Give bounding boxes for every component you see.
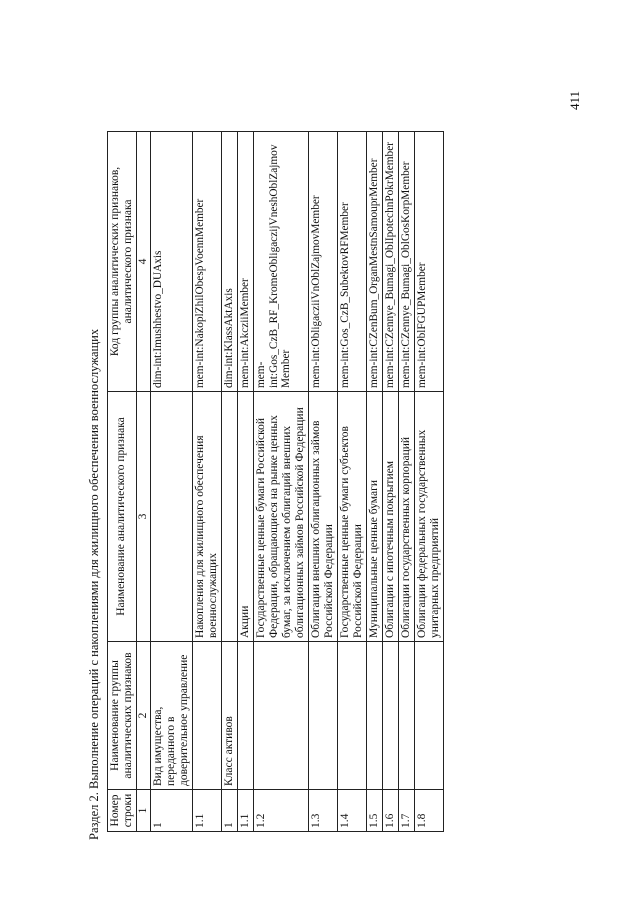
table-row bbox=[414, 132, 443, 832]
header-row-number: Номер строки bbox=[108, 790, 137, 832]
column-number: 1 bbox=[136, 790, 150, 832]
feature-name-cell: Облигации внешних облигационных займов Российской Федерации bbox=[308, 392, 337, 642]
code-cell: mem-int:OblFGUPMember bbox=[414, 132, 443, 392]
group-name-cell bbox=[308, 642, 337, 790]
row-number: 1.5 bbox=[366, 790, 382, 832]
code-cell: mem-int:CZennye_Bumagi_OblIpotechnPokrMember bbox=[382, 132, 398, 392]
feature-name-cell: Облигации федеральных государственных унитарных предприятий bbox=[414, 392, 443, 642]
row-number: 1.1 bbox=[237, 790, 253, 832]
table-row bbox=[237, 132, 253, 832]
feature-name-cell: Облигации государственных корпораций bbox=[398, 392, 414, 642]
feature-name-cell: Накопления для жилищного обеспечения военнослужащих bbox=[192, 392, 221, 642]
header-code: Код группы аналитических признаков, аналитического признака bbox=[108, 132, 137, 392]
feature-name-cell: Акции bbox=[237, 392, 253, 642]
code-cell: dim-int:KlassAktAxis bbox=[221, 132, 237, 392]
feature-name-cell: Муниципальные ценные бумаги bbox=[366, 392, 382, 642]
group-name-cell bbox=[192, 642, 221, 790]
group-name-cell bbox=[237, 642, 253, 790]
table-row bbox=[308, 132, 337, 832]
group-name-cell bbox=[382, 642, 398, 790]
group-name-cell: Вид имущества, переданного в доверительное управление bbox=[150, 642, 192, 790]
group-name-cell bbox=[366, 642, 382, 790]
code-cell: mem-int:NakoplZhilObespVoennMember bbox=[192, 132, 221, 392]
row-number: 1.3 bbox=[308, 790, 337, 832]
feature-name-cell: Государственные ценные бумаги субъектов Российской Федерации bbox=[337, 392, 366, 642]
code-cell: mem-int:AkcziiMember bbox=[237, 132, 253, 392]
column-number: 2 bbox=[136, 642, 150, 790]
header-group-name: Наименование группы аналитических признаков bbox=[108, 642, 137, 790]
row-number: 1.4 bbox=[337, 790, 366, 832]
column-number: 3 bbox=[136, 392, 150, 642]
section-title: Раздел 2. Выполнение операций с накоплениями для жилищного обеспечения военнослужащих bbox=[87, 328, 101, 840]
group-name-cell bbox=[398, 642, 414, 790]
table-row bbox=[366, 132, 382, 832]
group-name-cell bbox=[337, 642, 366, 790]
group-name-cell: Класс активов bbox=[221, 642, 237, 790]
table-header-row bbox=[108, 132, 137, 832]
feature-name-cell: Государственные ценные бумаги Российской Федерации, обращающиеся на рынке ценных бумаг, за исключением облигаций внешних облигационных займов Российской Федерации bbox=[253, 392, 308, 642]
table-row bbox=[221, 132, 237, 832]
table-row bbox=[192, 132, 221, 832]
group-name-cell bbox=[253, 642, 308, 790]
feature-name-cell bbox=[150, 392, 192, 642]
code-cell: mem-int:ObligacziiVnOblZajmovMember bbox=[308, 132, 337, 392]
row-number: 1.2 bbox=[253, 790, 308, 832]
code-cell: dim-int:Imushhestvo_DUAxis bbox=[150, 132, 192, 392]
row-number: 1 bbox=[221, 790, 237, 832]
column-numbers-row bbox=[136, 132, 150, 832]
row-number: 1.6 bbox=[382, 790, 398, 832]
code-cell: mem-int:CZenBum_OrganMestnSamouprMember bbox=[366, 132, 382, 392]
analytic-features-table bbox=[107, 131, 444, 832]
feature-name-cell bbox=[221, 392, 237, 642]
table-row bbox=[253, 132, 308, 832]
column-number: 4 bbox=[136, 132, 150, 392]
row-number: 1.7 bbox=[398, 790, 414, 832]
table-row bbox=[150, 132, 192, 832]
row-number: 1.8 bbox=[414, 790, 443, 832]
row-number: 1.1 bbox=[192, 790, 221, 832]
code-cell: mem-int:Gos_CzB_SubektovRFMember bbox=[337, 132, 366, 392]
table-row bbox=[337, 132, 366, 832]
code-cell: mem-int:CZennye_Bumagi_OblGosKorpMember bbox=[398, 132, 414, 392]
table-row bbox=[382, 132, 398, 832]
code-cell: mem-int:Gos_CzB_RF_KromeObligaczijVneshOblZajmovMember bbox=[253, 132, 308, 392]
header-feature-name: Наименование аналитического признака bbox=[108, 392, 137, 642]
table-row bbox=[398, 132, 414, 832]
row-number: 1 bbox=[150, 790, 192, 832]
rotated-content bbox=[85, 80, 582, 840]
group-name-cell bbox=[414, 642, 443, 790]
page-number: 411 bbox=[567, 90, 582, 110]
feature-name-cell: Облигации с ипотечным покрытием bbox=[382, 392, 398, 642]
